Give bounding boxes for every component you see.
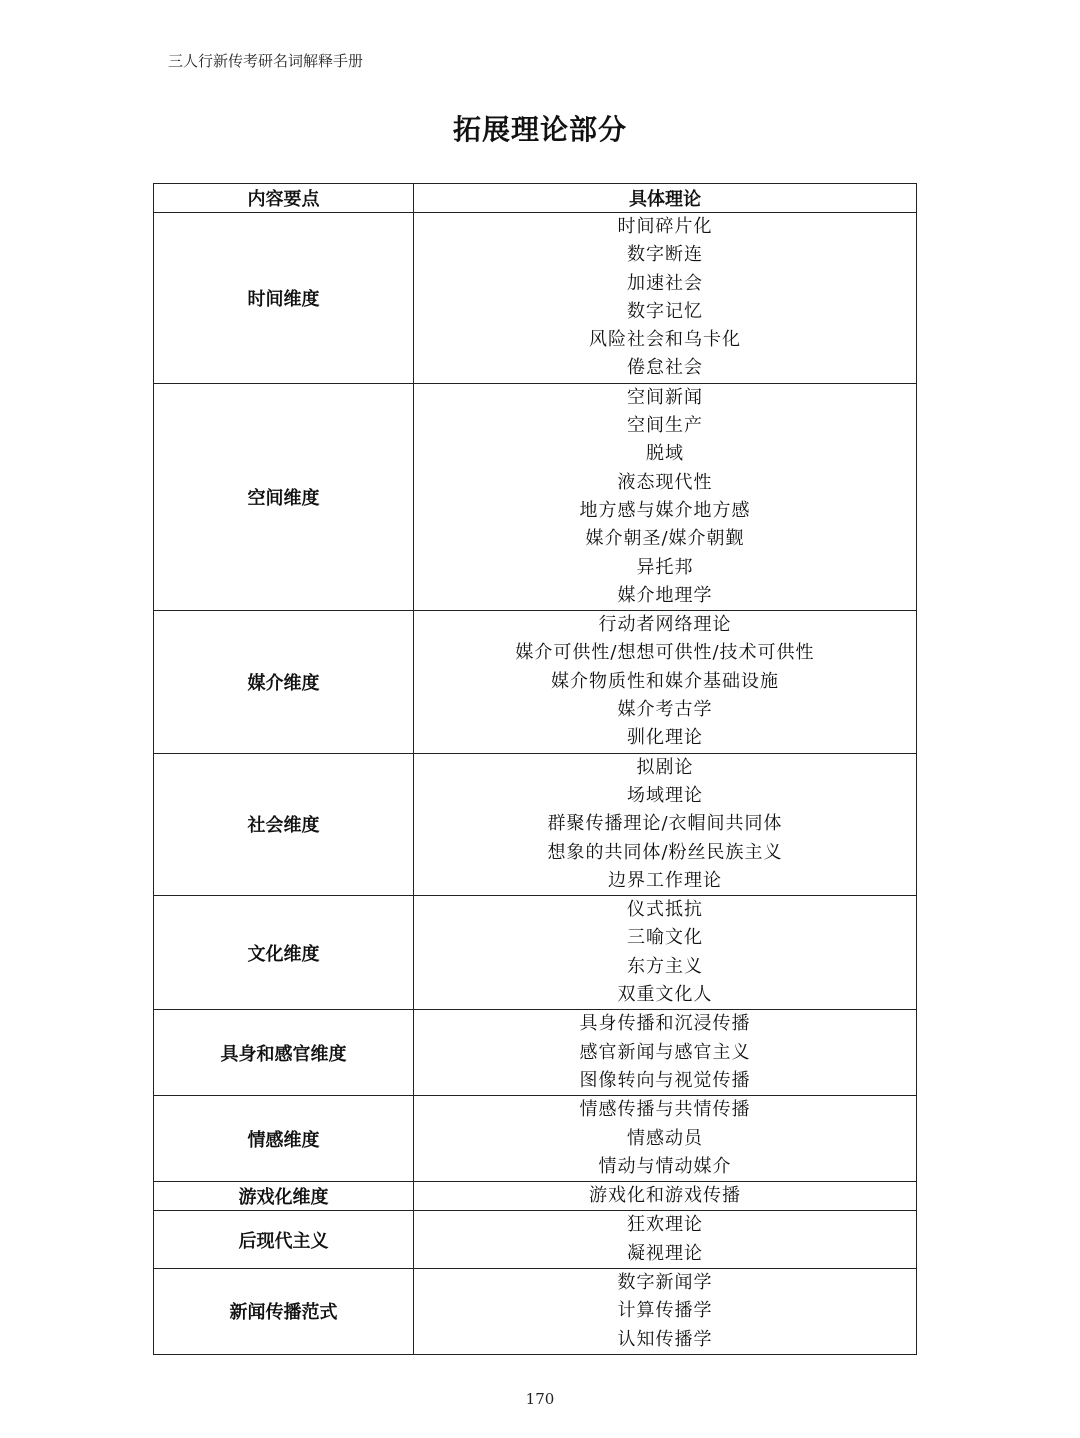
theory-item: 图像转向与视觉传播	[579, 1069, 751, 1091]
theories-cell	[414, 753, 917, 895]
table-row	[154, 1010, 917, 1096]
dimension-cell: 文化维度	[154, 896, 414, 1010]
theory-item: 感官新闻与感官主义	[579, 1041, 751, 1063]
theories-cell	[414, 1010, 917, 1096]
dimension-cell: 媒介维度	[154, 611, 414, 753]
theory-item: 数字记忆	[627, 300, 703, 322]
table-body	[154, 213, 917, 1355]
theory-item: 数字断连	[627, 244, 703, 266]
theory-item: 计算传播学	[617, 1300, 713, 1322]
theories-cell	[414, 896, 917, 1010]
theory-table	[153, 183, 917, 1355]
theory-item: 双重文化人	[617, 984, 713, 1006]
running-header: 三人行新传考研名词解释手册	[168, 52, 364, 70]
table-row	[154, 1182, 917, 1211]
dimension-cell: 时间维度	[154, 213, 414, 384]
table-row	[154, 753, 917, 895]
theory-item: 情动与情动媒介	[598, 1155, 732, 1177]
theory-item: 仪式抵抗	[627, 899, 703, 921]
theory-item: 行动者网络理论	[598, 614, 732, 636]
theories-cell	[414, 383, 917, 610]
theory-item: 地方感与媒介地方感	[579, 499, 751, 521]
theory-item: 情感动员	[627, 1127, 703, 1149]
theory-item: 空间生产	[627, 415, 703, 437]
theory-item: 驯化理论	[627, 727, 703, 749]
theories-cell	[414, 1182, 917, 1211]
dimension-cell: 情感维度	[154, 1096, 414, 1182]
table-row	[154, 896, 917, 1010]
theory-item: 群聚传播理论/衣帽间共同体	[547, 813, 783, 835]
theory-item: 媒介朝圣/媒介朝觐	[585, 528, 745, 550]
theory-item: 拟剧论	[636, 756, 694, 778]
theory-item: 游戏化和游戏传播	[589, 1185, 741, 1207]
theory-item: 脱域	[646, 443, 684, 465]
dimension-cell: 空间维度	[154, 383, 414, 610]
theory-item: 具身传播和沉浸传播	[579, 1013, 751, 1035]
page-number: 170	[525, 1390, 555, 1408]
dimension-cell: 新闻传播范式	[154, 1268, 414, 1354]
theory-item: 加速社会	[627, 272, 703, 294]
theory-item: 三喻文化	[627, 927, 703, 949]
theories-cell	[414, 213, 917, 384]
theory-item: 媒介地理学	[617, 584, 713, 606]
dimension-cell: 游戏化维度	[154, 1182, 414, 1211]
theory-item: 媒介物质性和媒介基础设施	[551, 670, 779, 692]
theory-item: 倦怠社会	[627, 357, 703, 379]
theories-cell	[414, 1096, 917, 1182]
theory-item: 数字新闻学	[617, 1271, 713, 1293]
theory-item: 东方主义	[627, 955, 703, 977]
page-title: 拓展理论部分	[452, 113, 627, 146]
theory-item: 风险社会和乌卡化	[589, 329, 741, 351]
theory-item: 凝视理论	[627, 1242, 703, 1264]
theory-item: 边界工作理论	[608, 869, 722, 891]
theories-cell	[414, 1211, 917, 1269]
theory-item: 认知传播学	[617, 1328, 713, 1350]
column-header-dimension: 内容要点	[154, 184, 414, 213]
theories-cell	[414, 1268, 917, 1354]
theory-item: 场域理论	[627, 784, 703, 806]
theories-cell	[414, 611, 917, 753]
table-row	[154, 611, 917, 753]
table-row	[154, 1211, 917, 1269]
dimension-cell: 社会维度	[154, 753, 414, 895]
table-row	[154, 1096, 917, 1182]
theory-item: 空间新闻	[627, 386, 703, 408]
theory-item: 狂欢理论	[627, 1214, 703, 1236]
theory-item: 媒介考古学	[617, 699, 713, 721]
theory-item: 情感传播与共情传播	[579, 1099, 751, 1121]
theory-item: 媒介可供性/想想可供性/技术可供性	[515, 642, 815, 664]
table-header-row	[154, 184, 917, 213]
theory-item: 想象的共同体/粉丝民族主义	[547, 841, 783, 863]
table-row	[154, 213, 917, 384]
table-row	[154, 383, 917, 610]
theory-item: 液态现代性	[617, 471, 713, 493]
theory-item: 时间碎片化	[617, 216, 713, 237]
dimension-cell: 具身和感官维度	[154, 1010, 414, 1096]
table-row	[154, 1268, 917, 1354]
column-header-theories: 具体理论	[414, 184, 917, 213]
theory-item: 异托邦	[636, 556, 694, 578]
dimension-cell: 后现代主义	[154, 1211, 414, 1269]
